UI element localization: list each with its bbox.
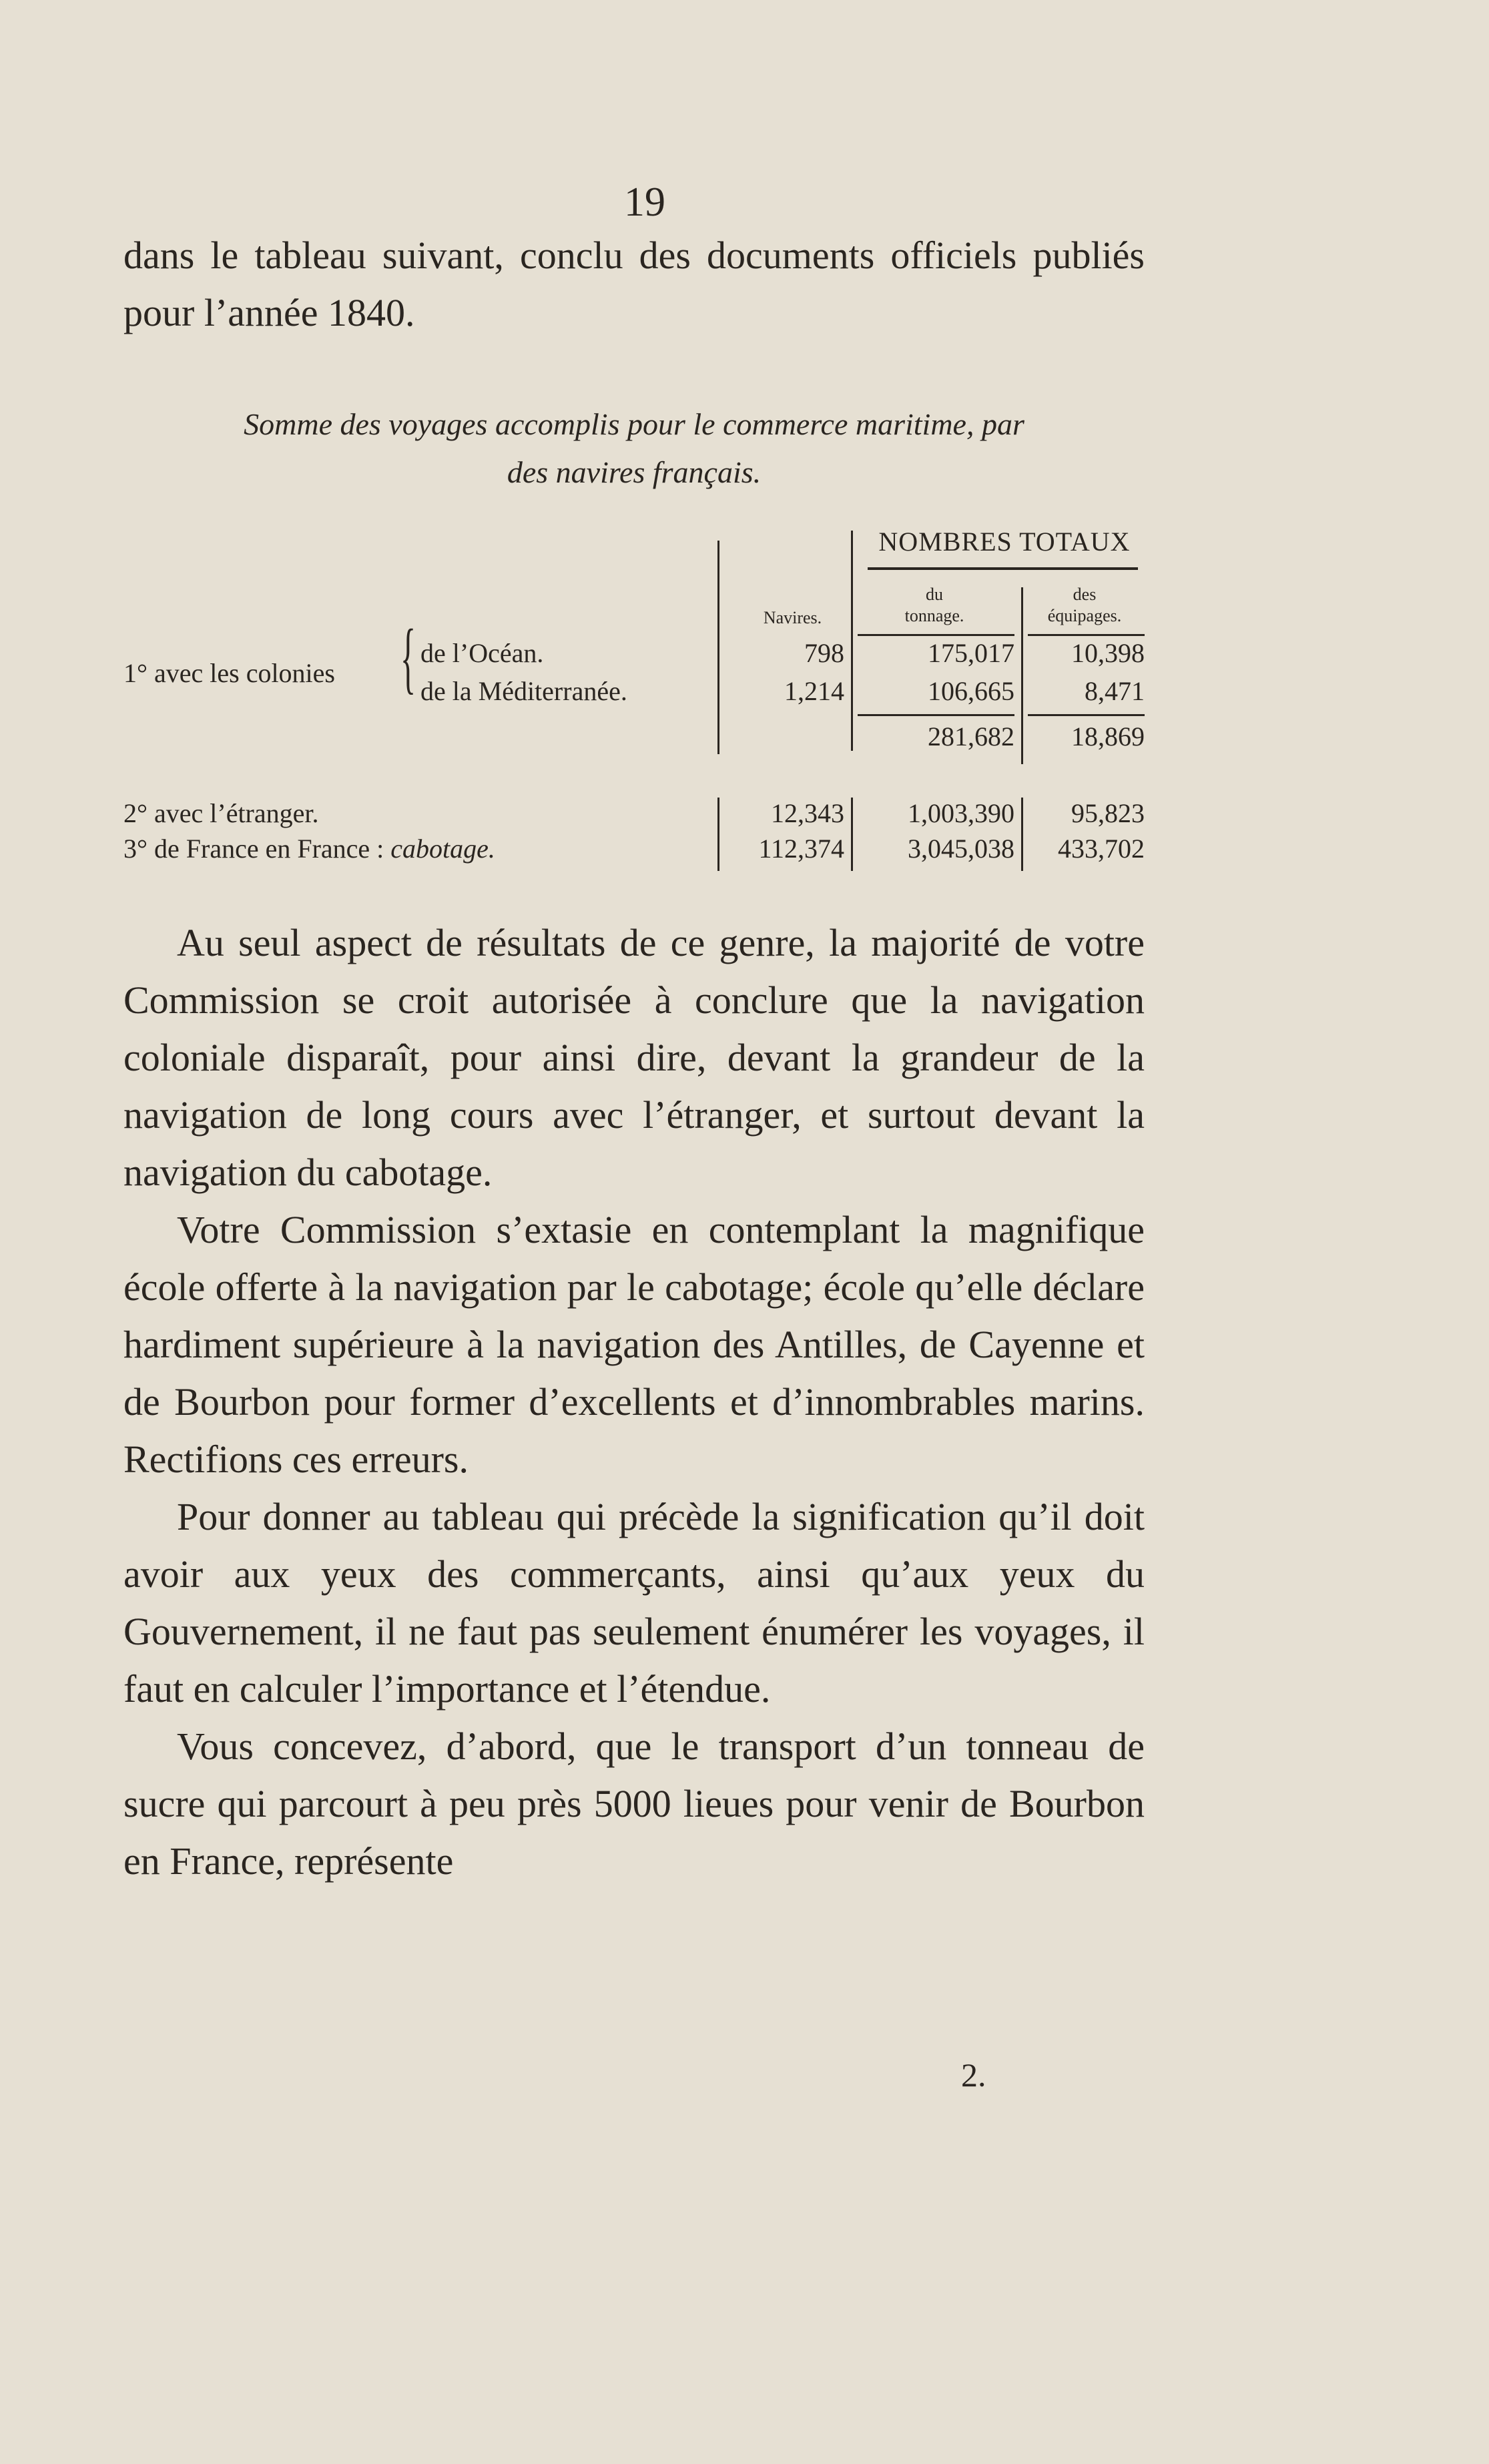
rule-v-5 (851, 798, 853, 871)
caption-line-1: Somme des voyages accomplis pour le commerce maritime, par (244, 407, 1024, 441)
paragraph-2: Votre Commission s’extasie en contemplant la magnifique école offerte à la navigation par le cabotage; école qu’elle déclare hardiment supérieure à la navigation des Antilles, de Cayenne et de Bourbon pour former d’excellents et d’innombrables marins. Rectifions ces erreurs. (123, 1208, 1145, 1481)
col-header-equipages (1024, 584, 1145, 627)
row4-label-italic: cabotage. (390, 834, 495, 864)
row1-navires: 798 (804, 638, 844, 668)
col-header-tonnage (868, 584, 1001, 627)
row1-tonnage: 175,017 (928, 638, 1014, 668)
col-header-equipages-des: des (1073, 585, 1097, 604)
group1-brace: { (400, 613, 416, 701)
rule-v-6 (1021, 798, 1023, 871)
row3-tonnage: 1,003,390 (908, 798, 1014, 828)
row3-label: 2° avec l’étranger. (123, 798, 319, 828)
col-header-tonnage-du: du (926, 585, 943, 604)
row4-tonnage: 3,045,038 (908, 834, 1014, 864)
row2-tonnage: 106,665 (928, 676, 1014, 706)
paragraph-3: Pour donner au tableau qui précède la signification qu’il doit avoir aux yeux des commerçants, ainsi qu’aux yeux du Gouvernement, il ne faut pas seulement énumérer les voyages, il faut en calculer l’importance et l’étendue. (123, 1495, 1145, 1711)
row2-equipages: 8,471 (1085, 676, 1145, 706)
rule-v-4 (717, 798, 719, 871)
row3-equipages: 95,823 (1071, 798, 1145, 828)
row4-navires: 112,374 (758, 834, 844, 864)
body-text (123, 914, 1145, 1890)
row4-equipages: 433,702 (1058, 834, 1145, 864)
rule-h-subtotal-tonnage (858, 714, 1014, 716)
row2-label: de la Méditerranée. (420, 676, 627, 706)
col-header-equipages-label: équipages. (1047, 606, 1122, 625)
col-header-tonnage-label: tonnage. (904, 606, 964, 625)
rule-v-2 (851, 531, 853, 751)
rule-v-3 (1021, 587, 1023, 764)
paragraph-1: Au seul aspect de résultats de ce genre, la majorité de votre Commission se croit autorisée à conclure que la navigation coloniale disparaît, pour ainsi dire, devant la grandeur de la navigation de long cours avec l’étranger, et surtout devant la navigation du cabotage. (123, 921, 1145, 1194)
row1-label: de l’Océan. (420, 638, 544, 668)
row4-label (123, 833, 495, 864)
intro-text: dans le tableau suivant, conclu des documents officiels publiés pour l’année 1840. (123, 234, 1145, 334)
row1-equipages: 10,398 (1071, 638, 1145, 668)
header-nombres-totaux: NOMBRES TOTAUX (878, 527, 1131, 557)
row3-navires: 12,343 (771, 798, 844, 828)
page-number: 19 (624, 180, 665, 225)
row4-label-prefix: 3° de France en France : (123, 834, 384, 864)
header-brace (868, 567, 1138, 570)
group1-label: 1° avec les colonies (123, 658, 335, 688)
col-header-navires: Navires. (763, 608, 822, 627)
subtotal-equipages: 18,869 (1071, 721, 1145, 751)
rule-h-tonnage (858, 634, 1014, 636)
table-caption (123, 400, 1145, 497)
subtotal-tonnage: 281,682 (928, 721, 1014, 751)
paragraph-4: Vous concevez, d’abord, que le transport d’un tonneau de sucre qui parcourt à peu près 5000 lieues pour venir de Bourbon en France, représente (123, 1725, 1145, 1883)
signature-mark: 2. (961, 2056, 986, 2094)
rule-h-equipages (1028, 634, 1145, 636)
row2-navires: 1,214 (784, 676, 844, 706)
rule-v-1 (717, 541, 719, 754)
caption-line-2: des navires français. (507, 455, 762, 489)
rule-h-subtotal-equipages (1028, 714, 1145, 716)
